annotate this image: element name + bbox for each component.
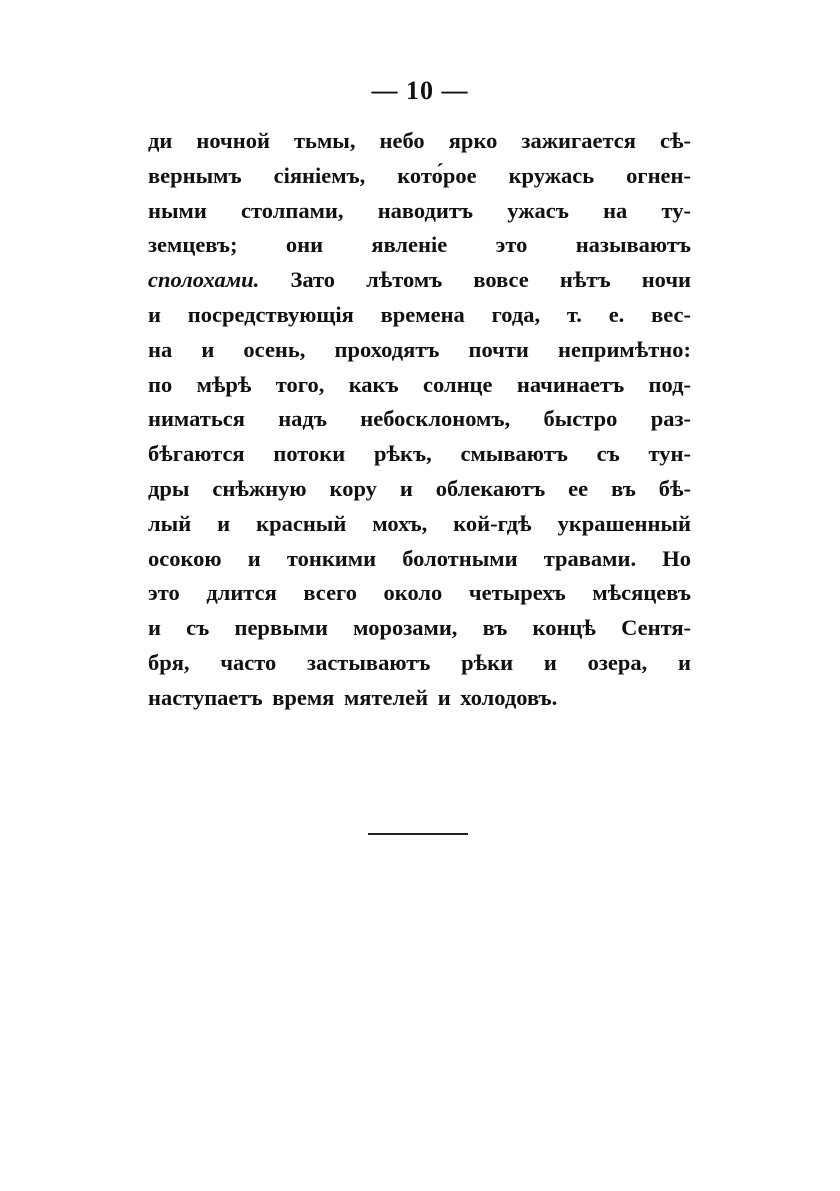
text-line-6: и посредствующія времена года, т. е. вес- <box>148 301 691 327</box>
page-number: — 10 — <box>371 76 469 105</box>
text-line-17: наступаетъ время мятелей и холодовъ. <box>148 684 558 710</box>
text-line-2: вернымъ сіяніемъ, кото́рое кружась огнен- <box>148 162 691 188</box>
text-line-4: земцевъ; они явленіе это называютъ <box>148 232 691 258</box>
text-line-3: ными столпами, наводитъ ужасъ на ту- <box>148 197 691 223</box>
body-text <box>148 124 691 716</box>
text-line-13: осокою и тонкими болотными травами. Но <box>148 545 691 571</box>
text-line-5 <box>148 263 691 298</box>
text-line-14: это длится всего около четырехъ мѣсяцевъ <box>148 580 691 606</box>
text-line-8: по мѣрѣ того, какъ солнце начинаетъ под- <box>148 371 691 397</box>
text-line-7: на и осень, проходятъ почти непримѣтно: <box>148 336 691 362</box>
text-line-5-rest: Зато лѣтомъ вовсе нѣтъ ночи <box>259 267 691 293</box>
text-line-12: лый и красный мохъ, кой-гдѣ украшенный <box>148 510 691 536</box>
text-line-16: бря, часто застываютъ рѣки и озера, и <box>148 649 691 675</box>
text-line-10: бѣгаются потоки рѣкъ, смываютъ съ тун- <box>148 441 691 467</box>
text-line-1: ди ночной тьмы, небо ярко зажигается сѣ- <box>148 128 691 153</box>
text-line-9: ниматься надъ небосклономъ, быстро раз- <box>148 406 691 432</box>
text-line-11: дры снѣжную кору и облекаютъ ее въ бѣ- <box>148 475 691 501</box>
section-divider <box>368 833 468 835</box>
italic-term: сполохами. <box>148 267 260 293</box>
text-line-15: и съ первыми морозами, въ концѣ Сентя- <box>148 615 691 641</box>
